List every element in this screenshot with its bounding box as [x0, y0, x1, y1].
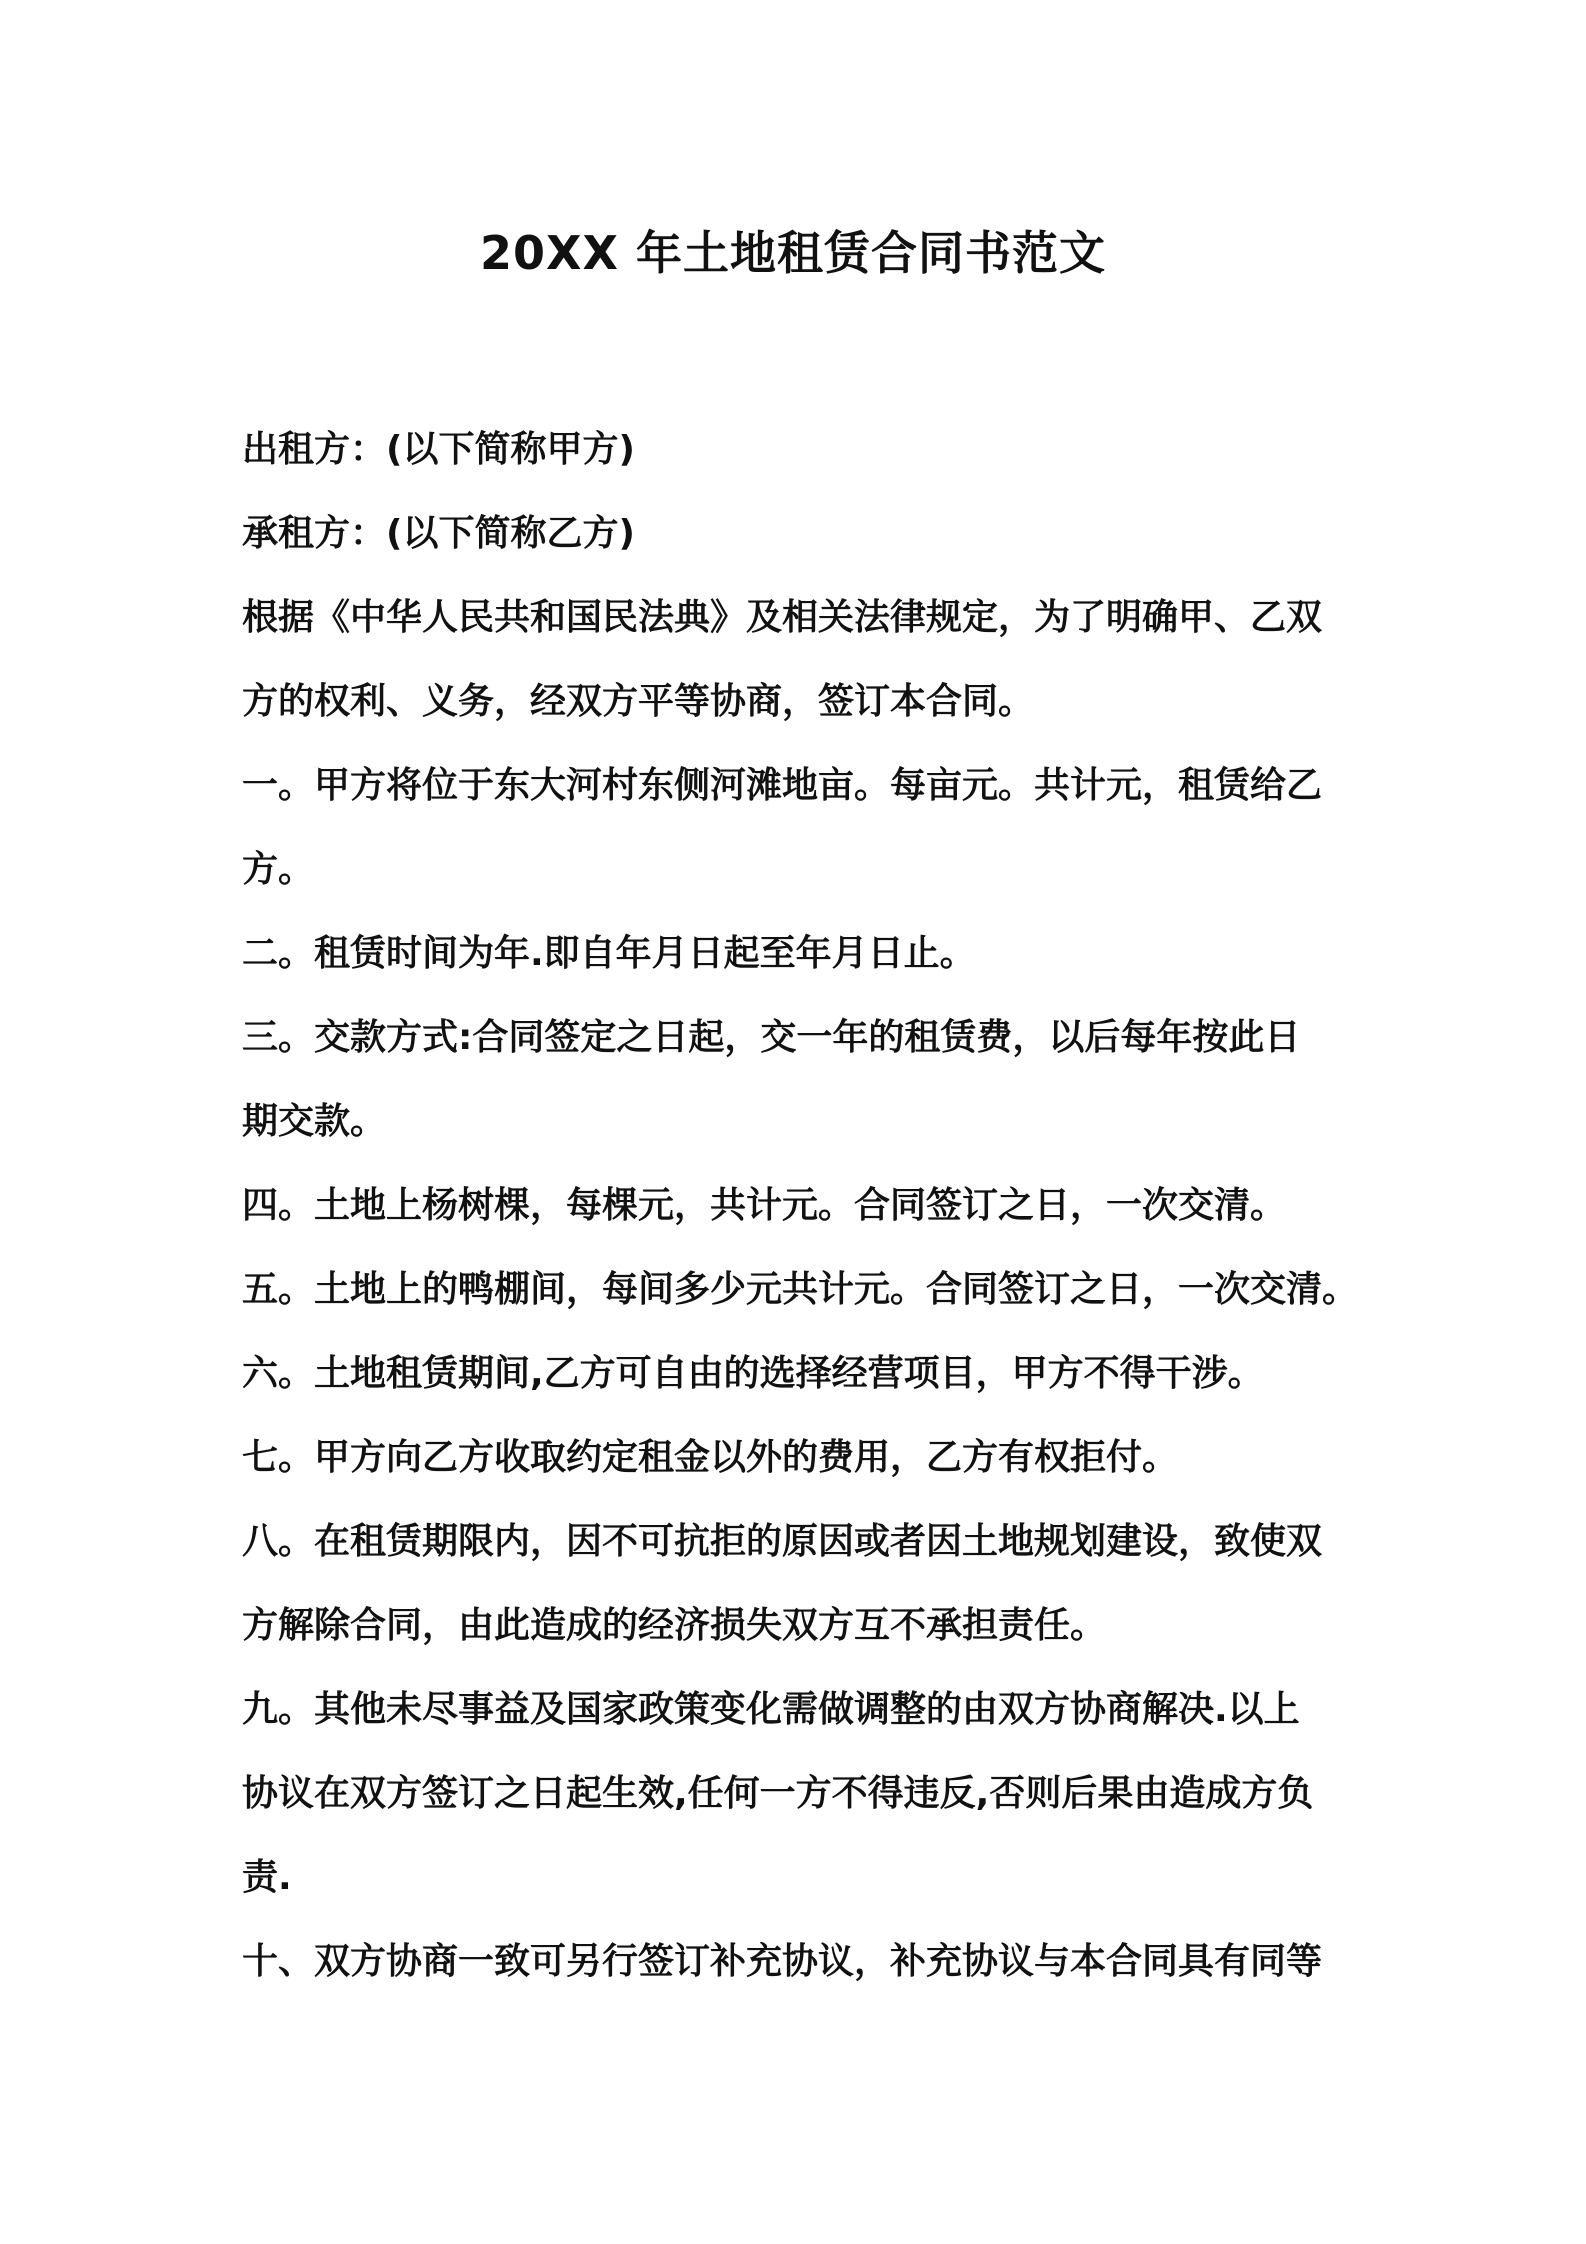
clause-8-line-1: 八。在租赁期限内，因不可抗拒的原因或者因土地规划建设，致使双: [242, 1521, 1323, 1562]
lessee-line: 承租方：(以下简称乙方): [242, 513, 635, 554]
clause-3-line-2: 期交款。: [242, 1101, 387, 1142]
clause-7: 七。甲方向乙方收取约定租金以外的费用，乙方有权拒付。: [242, 1437, 1179, 1478]
clause-4: 四。土地上杨树棵，每棵元，共计元。合同签订之日，一次交清。: [242, 1185, 1287, 1226]
preamble-line-2: 方的权利、义务，经双方平等协商，签订本合同。: [242, 681, 1035, 722]
clause-8-line-2: 方解除合同，由此造成的经济损失双方互不承担责任。: [242, 1605, 1107, 1646]
clause-1-line-1: 一。甲方将位于东大河村东侧河滩地亩。每亩元。共计元，租赁给乙: [242, 765, 1323, 806]
clause-9-line-2: 协议在双方签订之日起生效,任何一方不得违反,否则后果由造成方负: [242, 1773, 1314, 1814]
lessor-line: 出租方：(以下简称甲方): [242, 429, 635, 470]
clause-6: 六。土地租赁期间,乙方可自由的选择经营项目，甲方不得干涉。: [242, 1353, 1264, 1394]
clause-10-line-1: 十、双方协商一致可另行签订补充协议，补充协议与本合同具有同等: [242, 1941, 1323, 1982]
document-body: [242, 408, 1360, 2004]
clause-1-line-2: 方。: [242, 849, 315, 890]
clause-9-line-1: 九。其他未尽事益及国家政策变化需做调整的由双方协商解决.以上: [242, 1689, 1300, 1730]
clause-5: 五。土地上的鸭棚间，每间多少元共计元。合同签订之日，一次交清。: [242, 1269, 1359, 1310]
preamble-line-1: 根据《中华人民共和国民法典》及相关法律规定，为了明确甲、乙双: [242, 597, 1323, 638]
clause-2: 二。租赁时间为年.即自年月日起至年月日止。: [242, 933, 976, 974]
document-title: 20XX 年土地租赁合同书范文: [480, 226, 1106, 280]
clause-3-line-1: 三。交款方式:合同签定之日起，交一年的租赁费，以后每年按此日: [242, 1017, 1301, 1058]
clause-9-line-3: 责.: [242, 1857, 292, 1898]
